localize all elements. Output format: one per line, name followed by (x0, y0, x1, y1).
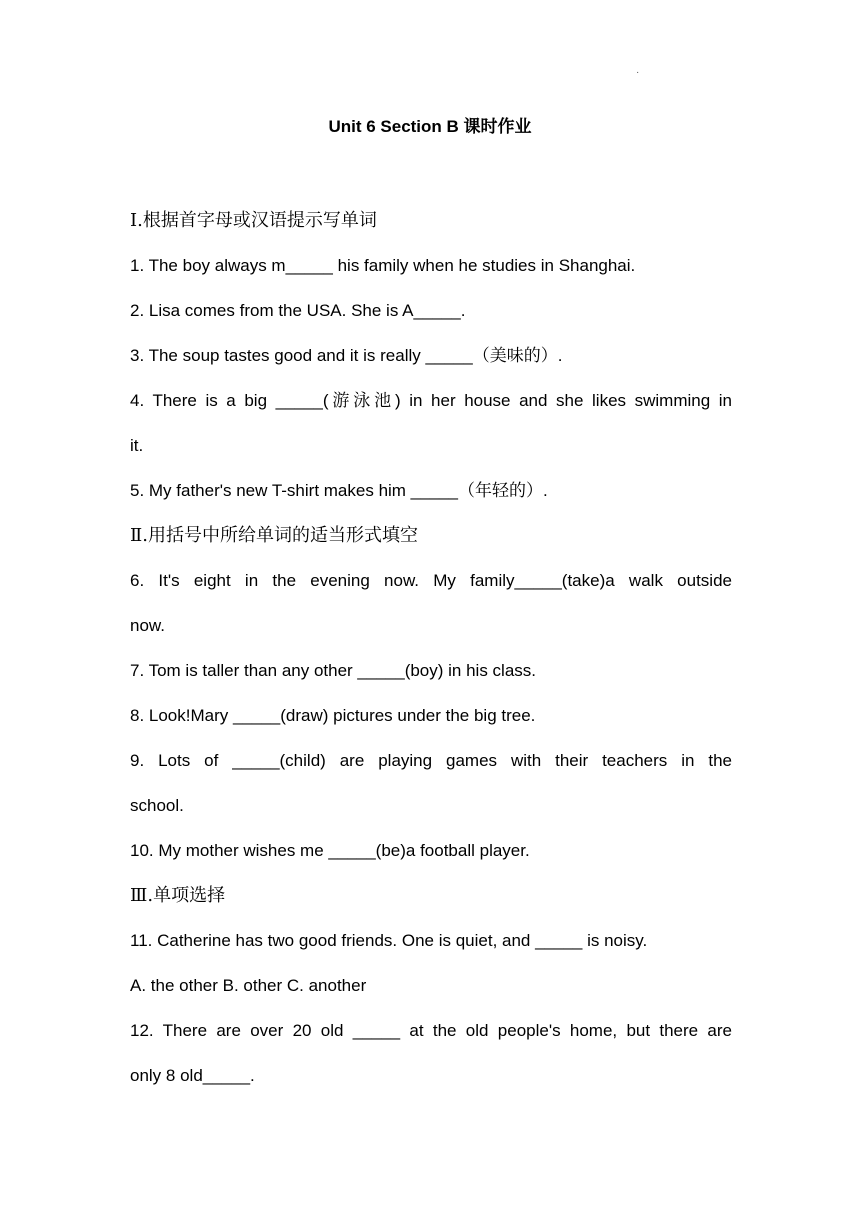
question-2: 2. Lisa comes from the USA. She is A_____. (130, 301, 466, 320)
question-4: 4. There is a big _____(游泳池) in her house and she likes swimming in (130, 391, 732, 410)
question-3: 3. The soup tastes good and it is really _____（美味的）. (130, 346, 563, 365)
question-5: 5. My father's new T-shirt makes him _____（年轻的）. (130, 481, 548, 500)
worksheet-content (130, 198, 732, 1098)
question-10: 10. My mother wishes me _____(be)a football player. (130, 841, 530, 860)
page-title: Unit 6 Section B 课时作业 (328, 117, 532, 136)
question-7: 7. Tom is taller than any other _____(boy) in his class. (130, 661, 537, 680)
question-6-continued: now. (130, 616, 165, 635)
question-4-continued: it. (130, 436, 144, 455)
question-9-continued: school. (130, 796, 184, 815)
question-11-options: A. the other B. other C. another (130, 976, 367, 995)
question-1: 1. The boy always m_____ his family when he studies in Shanghai. (130, 256, 636, 275)
question-11: 11. Catherine has two good friends. One is quiet, and _____ is noisy. (130, 931, 648, 950)
question-9: 9. Lots of _____(child) are playing games with their teachers in the (130, 751, 732, 770)
section-1-heading: Ⅰ.根据首字母或汉语提示写单词 (130, 210, 377, 231)
corner-mark: · (636, 67, 640, 78)
section-3-heading: Ⅲ.单项选择 (130, 885, 226, 906)
question-12-continued: only 8 old_____. (130, 1066, 255, 1085)
question-8: 8. Look!Mary _____(draw) pictures under the big tree. (130, 706, 536, 725)
question-12: 12. There are over 20 old _____ at the old people's home, but there are (130, 1021, 732, 1040)
question-6: 6. It's eight in the evening now. My family_____(take)a walk outside (130, 571, 732, 590)
section-2-heading: Ⅱ.用括号中所给单词的适当形式填空 (130, 525, 418, 546)
